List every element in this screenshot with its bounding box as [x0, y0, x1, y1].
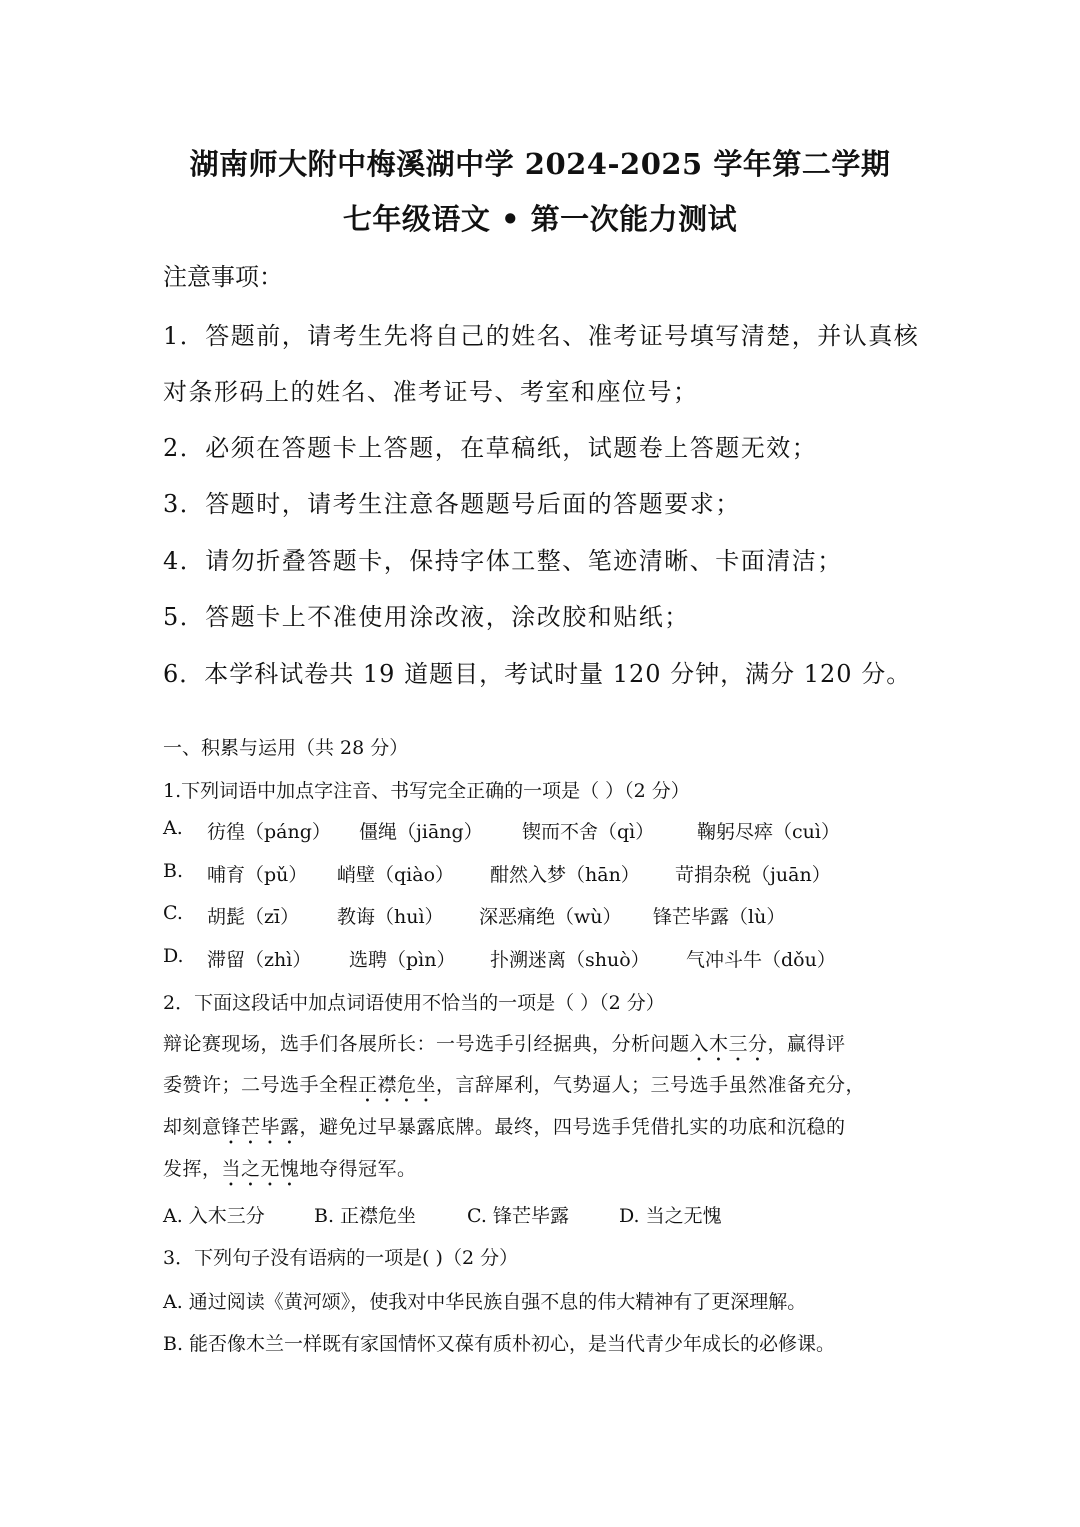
option-word: 教诲（huì）	[337, 906, 444, 928]
option-label: D.	[163, 945, 184, 967]
option-label: B.	[163, 860, 184, 882]
notice-item: 4．请勿折叠答题卡，保持字体工整、笔迹清晰、卡面清洁；	[163, 547, 843, 575]
option-word: 僵绳（jiāng）	[359, 821, 483, 843]
question-3-stem: 3．下列句子没有语病的一项是( )（2 分）	[163, 1247, 519, 1269]
passage-text: 地夺得冠军。	[299, 1158, 417, 1180]
q3-option-a: A. 通过阅读《黄河颂》，使我对中华民族自强不息的伟大精神有了更深理解。	[163, 1291, 807, 1313]
exam-title: 湖南师大附中梅溪湖中学 2024-2025 学年第二学期	[189, 147, 891, 181]
dotted-idiom: 锋芒毕露	[221, 1116, 300, 1138]
notice-heading: 注意事项：	[163, 263, 283, 291]
notice-item: 2．必须在答题卡上答题，在草稿纸，试题卷上答题无效；	[163, 434, 818, 462]
option-word: 彷徨（páng）	[207, 821, 331, 843]
dotted-idiom: 正襟危坐	[358, 1074, 437, 1096]
option-word: 锲而不舍（qì）	[522, 821, 655, 843]
notice-item: 6．本学科试卷共 19 道题目，考试时量 120 分钟，满分 120 分。	[163, 660, 912, 688]
option-label: C.	[163, 902, 183, 924]
option-label: A.	[163, 817, 183, 839]
option-word: 酣然入梦（hān）	[490, 864, 640, 886]
option-word: 鞠躬尽瘁（cuì）	[697, 821, 840, 843]
notice-item: 1．答题前，请考生先将自己的姓名、准考证号填写清楚，并认真核	[163, 322, 920, 350]
notice-item: 对条形码上的姓名、准考证号、考室和座位号；	[163, 378, 699, 406]
passage-text: 发挥，	[163, 1158, 222, 1180]
passage-line	[163, 1112, 846, 1149]
option-word: 锋芒毕露（lù）	[653, 906, 786, 928]
q3-option-b: B. 能否像木兰一样既有家国情怀又葆有质朴初心，是当代青少年成长的必修课。	[163, 1333, 836, 1355]
passage-line	[163, 1070, 865, 1107]
notice-item: 5．答题卡上不准使用涂改液，涂改胶和贴纸；	[163, 603, 690, 631]
question-1-stem: 1.下列词语中加点字注音、书写完全正确的一项是（ ）（2 分）	[163, 780, 690, 802]
option-word: 选聘（pìn）	[349, 949, 456, 971]
option-word: 深恶痛绝（wù）	[479, 906, 622, 928]
option-word: 气冲斗牛（dǒu）	[686, 949, 836, 971]
q2-option-c: C. 锋芒毕露	[467, 1205, 569, 1227]
option-word: 扑溯迷离（shuò）	[490, 949, 650, 971]
q2-option-a: A. 入木三分	[163, 1205, 265, 1227]
option-word: 滞留（zhì）	[207, 949, 312, 971]
option-word: 哺育（pǔ）	[207, 864, 308, 886]
dotted-idiom: 入木三分	[689, 1033, 768, 1055]
passage-text: 委赞许；二号选手全程	[163, 1074, 359, 1096]
passage-text: ，赢得评	[767, 1033, 846, 1055]
q2-option-d: D. 当之无愧	[619, 1205, 722, 1227]
passage-line	[163, 1154, 417, 1191]
dotted-idiom: 当之无愧	[221, 1158, 300, 1180]
question-2-stem: 2．下面这段话中加点词语使用不恰当的一项是（ ）（2 分）	[163, 992, 665, 1014]
notice-item: 3．答题时，请考生注意各题题号后面的答题要求；	[163, 490, 741, 518]
option-word: 苛捐杂税（juān）	[675, 864, 831, 886]
passage-text: ，言辞犀利，气势逼人；三号选手虽然准备充分，	[436, 1074, 866, 1096]
exam-subtitle: 七年级语文 • 第一次能力测试	[342, 202, 738, 236]
passage-text: 却刻意	[163, 1116, 222, 1138]
option-word: 胡髭（zī）	[207, 906, 300, 928]
passage-line	[163, 1029, 846, 1066]
passage-text: ，避免过早暴露底牌。最终，四号选手凭借扎实的功底和沉稳的	[299, 1116, 846, 1138]
passage-text: 辩论赛现场，选手们各展所长：一号选手引经据典，分析问题	[163, 1033, 690, 1055]
section-heading: 一、积累与运用（共 28 分）	[163, 737, 409, 759]
option-word: 峭壁（qiào）	[337, 864, 455, 886]
q2-option-b: B. 正襟危坐	[314, 1205, 417, 1227]
